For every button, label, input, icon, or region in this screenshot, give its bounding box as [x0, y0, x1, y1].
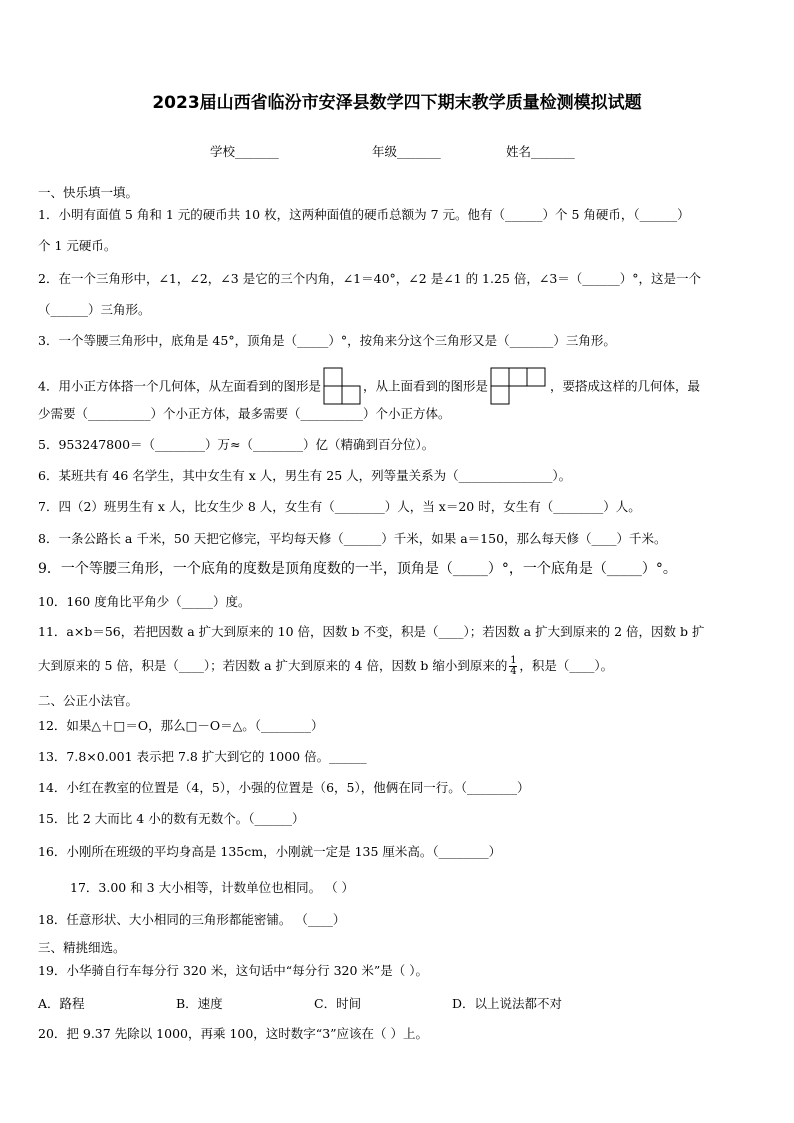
question-13: 13．7.8×0.001 表示把 7.8 扩大到它的 1000 倍。______ [38, 749, 367, 764]
question-11-line-2 [38, 656, 613, 677]
left-view-figure [323, 367, 361, 407]
school-field: 学校_______ [210, 144, 279, 159]
question-6: 6．某班共有 46 名学生，其中女生有 x 人，男生有 25 人，列等量关系为（_______________）。 [38, 468, 572, 483]
question-19-option-b: B．速度 [176, 996, 223, 1011]
question-1-line-1: 1．小明有面值 5 角和 1 元的硬币共 10 枚，这两种面值的硬币总额为 7 元。他有（______）个 5 角硬币，（______） [38, 207, 690, 222]
top-view-square-2 [509, 368, 527, 386]
fraction-one-quarter [509, 656, 517, 677]
question-16: 16．小刚所在班级的平均身高是 135cm，小刚就一定是 135 厘米高。（________） [38, 844, 502, 859]
left-view-square-bottom-right [342, 386, 360, 404]
question-19: 19．小华骑自行车每分行 320 米，这句话中“每分行 320 米”是（ ）。 [38, 963, 429, 978]
question-2-line-1: 2．在一个三角形中，∠1，∠2，∠3 是它的三个内角，∠1＝40°，∠2 是∠1 的 1.25 倍，∠3＝（______）°，这是一个 [38, 271, 702, 286]
question-15: 15．比 2 大而比 4 小的数有无数个。（______） [38, 811, 305, 826]
question-8: 8．一条公路长 a 千米，50 天把它修完，平均每天修（______）千米，如果 a＝150，那么每天修（____）千米。 [38, 531, 667, 546]
question-7: 7．四（2）班男生有 x 人，比女生少 8 人，女生有（________）人，当 x＝20 时，女生有（________）人。 [38, 499, 641, 514]
question-11-text-1: 大到原来的 5 倍，积是（____）；若因数 a 扩大到原来的 4 倍，因数 b 缩小到原来的 [38, 658, 508, 673]
section-heading-3: 三、精挑细选。 [38, 940, 126, 955]
question-10: 10．160 度角比平角少（_____）度。 [38, 594, 251, 609]
section-heading-2: 二、公正小法官。 [38, 693, 139, 708]
question-4-line-1 [38, 367, 700, 407]
question-4-text-1: 4．用小正方体搭一个几何体，从左面看到的图形是 [38, 378, 321, 394]
fraction-numerator: 1 [510, 655, 517, 666]
top-view-square-4 [491, 386, 509, 404]
question-2-line-2: （______）三角形。 [38, 302, 151, 317]
question-9: 9．一个等腰三角形，一个底角的度数是顶角度数的一半，顶角是（_____）°，一个底角是（_____）°。 [38, 561, 677, 577]
question-1-line-2: 个 1 元硬币。 [38, 238, 117, 253]
question-18: 18．任意形状、大小相同的三角形都能密铺。 （____） [38, 912, 346, 927]
grade-field: 年级_______ [372, 144, 441, 159]
top-view-figure [490, 367, 548, 407]
left-view-square-bottom-left [324, 386, 342, 404]
question-17: 17．3.00 和 3 大小相等，计数单位也相同。 （ ） [70, 880, 355, 895]
question-3: 3．一个等腰三角形中，底角是 45°，顶角是（_____）°，按角来分这个三角形又是（_______）三角形。 [38, 333, 616, 348]
question-14: 14．小红在教室的位置是（4，5），小强的位置是（6，5），他俩在同一行。（________） [38, 780, 530, 795]
name-field: 姓名_______ [506, 144, 575, 159]
top-view-square-3 [527, 368, 545, 386]
question-4-text-2: ，从上面看到的图形是 [362, 378, 488, 394]
question-4-line-2: 少需要（__________）个小正方体，最多需要（__________）个小正方体。 [38, 406, 451, 421]
section-heading-1: 一、快乐填一填。 [38, 185, 139, 200]
fraction-denominator: 4 [510, 666, 517, 677]
left-view-square-top [324, 368, 342, 386]
question-12: 12．如果△＋□＝O，那么□－O＝△。（________） [38, 718, 324, 733]
question-11-line-1: 11．a×b＝56，若把因数 a 扩大到原来的 10 倍，因数 b 不变，积是（____）；若因数 a 扩大到原来的 2 倍，因数 b 扩 [38, 624, 705, 639]
question-20: 20．把 9.37 先除以 1000，再乘 100，这时数字“3”应该在（ ）上。 [38, 1026, 429, 1041]
top-view-square-1 [491, 368, 509, 386]
question-5: 5．953247800＝（________）万≈（________）亿（精确到百分位）。 [38, 437, 435, 452]
question-19-option-d: D．以上说法都不对 [452, 996, 563, 1011]
question-19-option-a: A．路程 [38, 996, 85, 1011]
question-11-text-2: ，积是（____）。 [519, 658, 614, 673]
question-19-option-c: C．时间 [314, 996, 362, 1011]
question-4-text-3: ，要搭成这样的几何体，最 [549, 378, 700, 394]
page-title: 2023届山西省临汾市安泽县数学四下期末教学质量检测模拟试题 [152, 93, 642, 113]
